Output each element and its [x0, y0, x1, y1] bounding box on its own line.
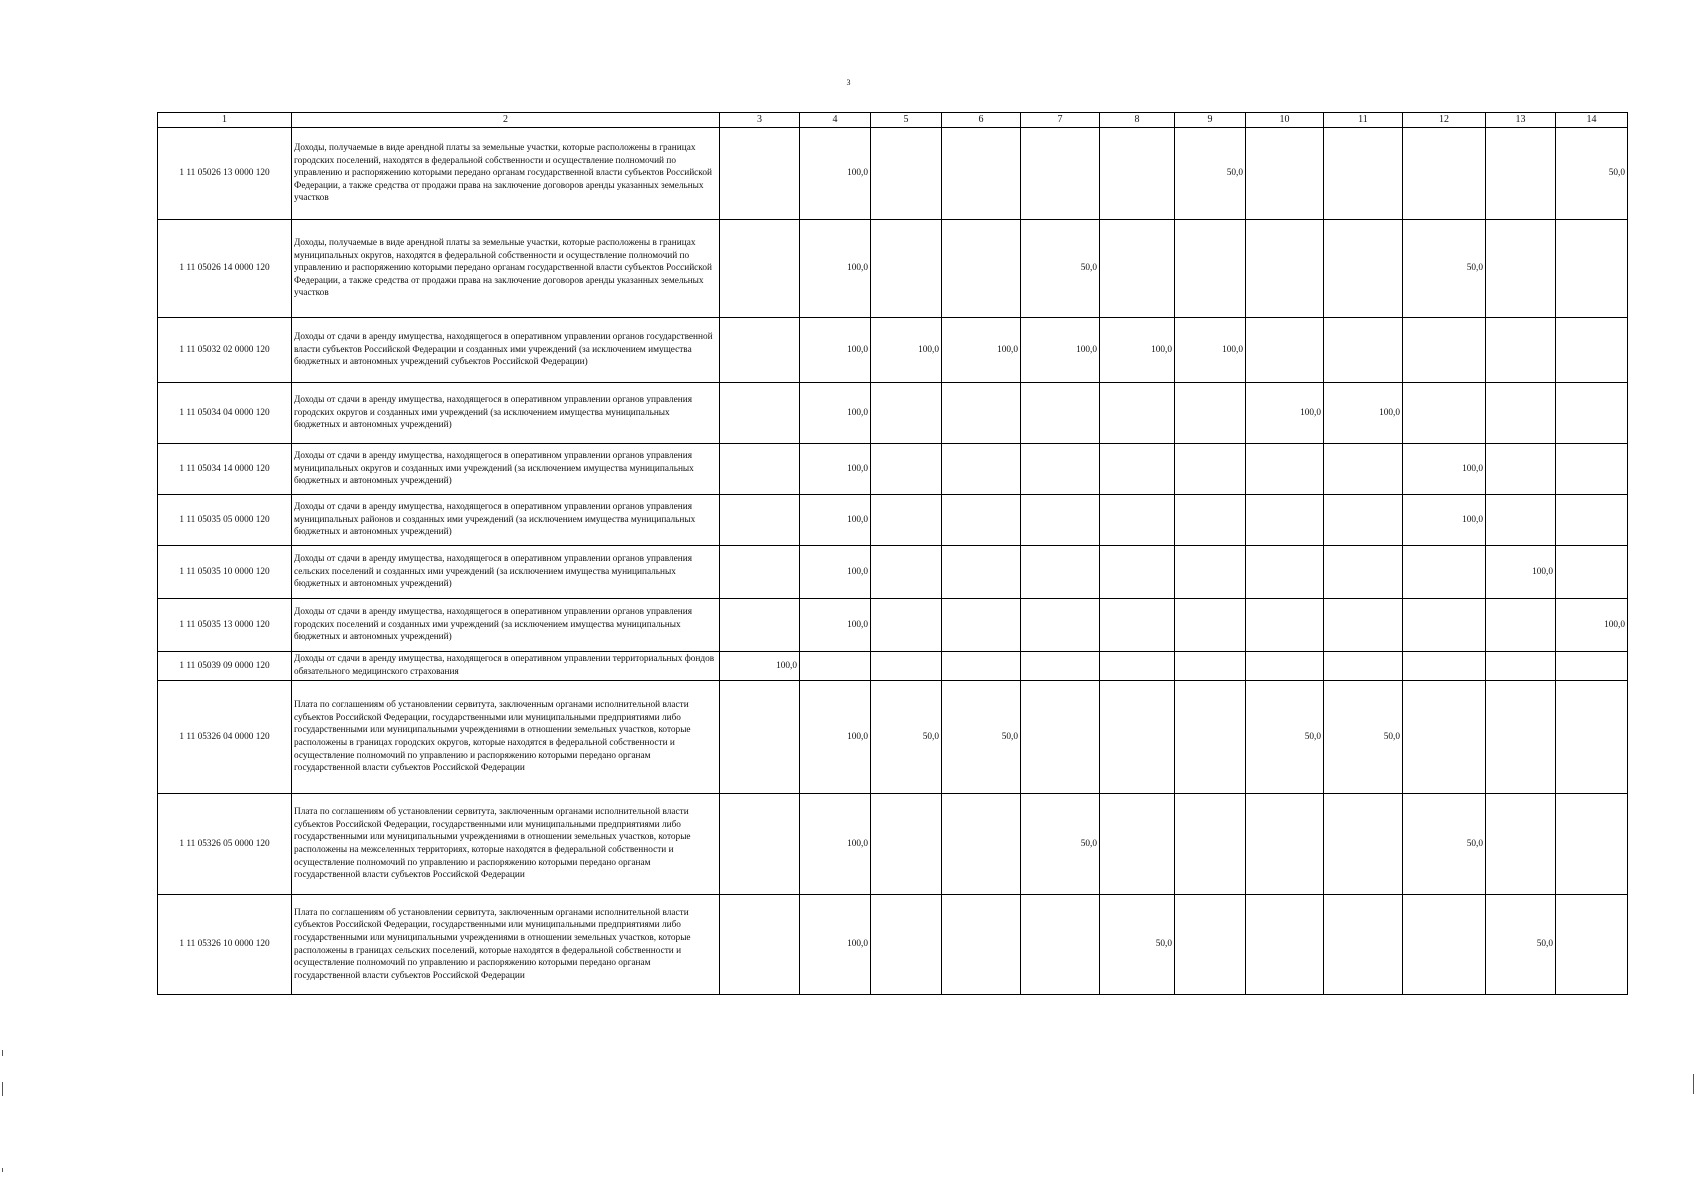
percent-value-col-5: 50,0 [871, 681, 942, 794]
revenue-description: Доходы от сдачи в аренду имущества, находящегося в оперативном управлении органов управления муниципальных округов и созданных ими учреждений (за исключением имущества муниципальных бюджетных и автономных учреждений) [292, 444, 720, 495]
percent-value-col-9 [1175, 444, 1246, 495]
percent-value-col-9: 100,0 [1175, 318, 1246, 383]
percent-value-col-4: 100,0 [800, 895, 871, 995]
percent-value-col-3 [720, 794, 800, 895]
percent-value-col-13 [1486, 444, 1556, 495]
percent-value-col-14 [1556, 495, 1628, 546]
revenue-description: Плата по соглашениям об установлении сервитута, заключенным органами исполнительной власти субъектов Российской Федерации, государственными или муниципальными предприятиями либо государственными или муниципальными учреждениями в отношении земельных участков, которые расположены на межселенных территориях, которые находятся в федеральной собственности и осуществление полномочий по управлению и распоряжению которыми передано органам государственной власти субъектов Российской Федерации [292, 794, 720, 895]
percent-value-col-8 [1100, 128, 1175, 220]
percent-value-col-4 [800, 652, 871, 681]
scan-edge-mark [2, 1168, 3, 1172]
percent-value-col-3 [720, 128, 800, 220]
percent-value-col-6: 50,0 [942, 681, 1021, 794]
percent-value-col-8 [1100, 220, 1175, 318]
percent-value-col-4: 100,0 [800, 383, 871, 444]
revenue-description: Доходы от сдачи в аренду имущества, находящегося в оперативном управлении органов управления муниципальных районов и созданных ими учреждений (за исключением имущества муниципальных бюджетных и автономных учреждений) [292, 495, 720, 546]
budget-classification-code: 1 11 05326 05 0000 120 [158, 794, 292, 895]
percent-value-col-10 [1246, 895, 1324, 995]
table-row [158, 546, 1628, 599]
percent-value-col-4: 100,0 [800, 444, 871, 495]
percent-value-col-4: 100,0 [800, 794, 871, 895]
percent-value-col-5 [871, 383, 942, 444]
revenue-description: Доходы от сдачи в аренду имущества, находящегося в оперативном управлении органов управления городских поселений и созданных ими учреждений (за исключением имущества муниципальных бюджетных и автономных учреждений) [292, 599, 720, 652]
column-number-3: 3 [720, 113, 800, 128]
percent-value-col-7 [1021, 444, 1100, 495]
percent-value-col-14: 50,0 [1556, 128, 1628, 220]
budget-classification-code: 1 11 05035 13 0000 120 [158, 599, 292, 652]
percent-value-col-8 [1100, 546, 1175, 599]
budget-classification-code: 1 11 05326 04 0000 120 [158, 681, 292, 794]
percent-value-col-6 [942, 444, 1021, 495]
percent-value-col-9 [1175, 794, 1246, 895]
budget-classification-code: 1 11 05039 09 0000 120 [158, 652, 292, 681]
percent-value-col-10 [1246, 220, 1324, 318]
percent-value-col-12 [1403, 681, 1486, 794]
percent-value-col-3 [720, 599, 800, 652]
percent-value-col-6 [942, 794, 1021, 895]
percent-value-col-7 [1021, 495, 1100, 546]
percent-value-col-14 [1556, 681, 1628, 794]
percent-value-col-13 [1486, 220, 1556, 318]
percent-value-col-4: 100,0 [800, 220, 871, 318]
percent-value-col-14 [1556, 652, 1628, 681]
percent-value-col-5 [871, 444, 942, 495]
percent-value-col-13 [1486, 794, 1556, 895]
column-number-14: 14 [1556, 113, 1628, 128]
percent-value-col-7 [1021, 895, 1100, 995]
budget-classification-code: 1 11 05326 10 0000 120 [158, 895, 292, 995]
percent-value-col-7 [1021, 681, 1100, 794]
table-row [158, 444, 1628, 495]
column-number-2: 2 [292, 113, 720, 128]
percent-value-col-6 [942, 599, 1021, 652]
percent-value-col-10 [1246, 599, 1324, 652]
revenue-description: Плата по соглашениям об установлении сервитута, заключенным органами исполнительной власти субъектов Российской Федерации, государственными или муниципальными предприятиями либо государственными или муниципальными учреждениями в отношении земельных участков, которые расположены в границах городских округов, которые находятся в федеральной собственности и осуществление полномочий по управлению и распоряжению которыми передано органам государственной власти субъектов Российской Федерации [292, 681, 720, 794]
table-row [158, 128, 1628, 220]
percent-value-col-5 [871, 128, 942, 220]
revenue-distribution-table [157, 112, 1628, 995]
percent-value-col-11 [1324, 128, 1403, 220]
percent-value-col-13 [1486, 128, 1556, 220]
percent-value-col-10: 50,0 [1246, 681, 1324, 794]
column-number-4: 4 [800, 113, 871, 128]
percent-value-col-7: 100,0 [1021, 318, 1100, 383]
revenue-description: Доходы, получаемые в виде арендной платы за земельные участки, которые расположены в границах городских поселений, находятся в федеральной собственности и осуществление полномочий по управлению и распоряжению которыми передано органам государственной власти субъектов Российской Федерации, а также средства от продажи права на заключение договоров аренды указанных земельных участков [292, 128, 720, 220]
budget-classification-code: 1 11 05034 04 0000 120 [158, 383, 292, 444]
percent-value-col-10 [1246, 794, 1324, 895]
percent-value-col-9 [1175, 220, 1246, 318]
table-row [158, 495, 1628, 546]
percent-value-col-8: 100,0 [1100, 318, 1175, 383]
percent-value-col-13 [1486, 318, 1556, 383]
table-row [158, 220, 1628, 318]
percent-value-col-12 [1403, 599, 1486, 652]
percent-value-col-8 [1100, 599, 1175, 652]
percent-value-col-11 [1324, 318, 1403, 383]
percent-value-col-8: 50,0 [1100, 895, 1175, 995]
percent-value-col-11: 50,0 [1324, 681, 1403, 794]
column-number-9: 9 [1175, 113, 1246, 128]
percent-value-col-8 [1100, 681, 1175, 794]
revenue-description: Доходы от сдачи в аренду имущества, находящегося в оперативном управлении органов государственной власти субъектов Российской Федерации и созданных ими учреждений (за исключением имущества бюджетных и автономных учреждений субъектов Российской Федерации) [292, 318, 720, 383]
percent-value-col-5 [871, 895, 942, 995]
table-row [158, 794, 1628, 895]
table-row [158, 652, 1628, 681]
revenue-description: Доходы, получаемые в виде арендной платы за земельные участки, которые расположены в границах муниципальных округов, находятся в федеральной собственности и осуществление полномочий по управлению и распоряжению которыми передано органам государственной власти субъектов Российской Федерации, а также средства от продажи права на заключение договоров аренды указанных земельных участков [292, 220, 720, 318]
table-row [158, 895, 1628, 995]
percent-value-col-13 [1486, 652, 1556, 681]
percent-value-col-10 [1246, 318, 1324, 383]
percent-value-col-14 [1556, 794, 1628, 895]
percent-value-col-10 [1246, 652, 1324, 681]
percent-value-col-4: 100,0 [800, 318, 871, 383]
percent-value-col-11 [1324, 444, 1403, 495]
percent-value-col-3 [720, 383, 800, 444]
percent-value-col-11 [1324, 652, 1403, 681]
percent-value-col-14 [1556, 318, 1628, 383]
page-number: 3 [846, 78, 851, 87]
percent-value-col-6 [942, 383, 1021, 444]
column-number-7: 7 [1021, 113, 1100, 128]
percent-value-col-3 [720, 220, 800, 318]
budget-classification-code: 1 11 05035 10 0000 120 [158, 546, 292, 599]
percent-value-col-12 [1403, 318, 1486, 383]
percent-value-col-7 [1021, 128, 1100, 220]
percent-value-col-3 [720, 495, 800, 546]
percent-value-col-11 [1324, 895, 1403, 995]
percent-value-col-5 [871, 220, 942, 318]
budget-classification-code: 1 11 05034 14 0000 120 [158, 444, 292, 495]
percent-value-col-13 [1486, 599, 1556, 652]
table-row [158, 318, 1628, 383]
column-number-12: 12 [1403, 113, 1486, 128]
percent-value-col-13 [1486, 495, 1556, 546]
percent-value-col-8 [1100, 444, 1175, 495]
percent-value-col-12: 100,0 [1403, 495, 1486, 546]
budget-classification-code: 1 11 05035 05 0000 120 [158, 495, 292, 546]
percent-value-col-4: 100,0 [800, 546, 871, 599]
percent-value-col-9 [1175, 546, 1246, 599]
percent-value-col-8 [1100, 383, 1175, 444]
column-number-10: 10 [1246, 113, 1324, 128]
column-number-6: 6 [942, 113, 1021, 128]
percent-value-col-4: 100,0 [800, 599, 871, 652]
percent-value-col-13: 50,0 [1486, 895, 1556, 995]
percent-value-col-5 [871, 546, 942, 599]
percent-value-col-3 [720, 444, 800, 495]
percent-value-col-9 [1175, 383, 1246, 444]
percent-value-col-9 [1175, 652, 1246, 681]
percent-value-col-14 [1556, 895, 1628, 995]
column-number-8: 8 [1100, 113, 1175, 128]
percent-value-col-12: 100,0 [1403, 444, 1486, 495]
column-number-1: 1 [158, 113, 292, 128]
percent-value-col-3 [720, 895, 800, 995]
percent-value-col-3: 100,0 [720, 652, 800, 681]
budget-classification-code: 1 11 05026 14 0000 120 [158, 220, 292, 318]
budget-classification-code: 1 11 05026 13 0000 120 [158, 128, 292, 220]
percent-value-col-13: 100,0 [1486, 546, 1556, 599]
column-number-row [158, 113, 1628, 128]
percent-value-col-7: 50,0 [1021, 794, 1100, 895]
percent-value-col-6 [942, 652, 1021, 681]
percent-value-col-5 [871, 794, 942, 895]
percent-value-col-9 [1175, 495, 1246, 546]
percent-value-col-5 [871, 599, 942, 652]
percent-value-col-6 [942, 495, 1021, 546]
column-number-11: 11 [1324, 113, 1403, 128]
percent-value-col-13 [1486, 383, 1556, 444]
percent-value-col-8 [1100, 652, 1175, 681]
percent-value-col-9 [1175, 895, 1246, 995]
percent-value-col-10 [1246, 128, 1324, 220]
percent-value-col-6 [942, 220, 1021, 318]
percent-value-col-11: 100,0 [1324, 383, 1403, 444]
percent-value-col-11 [1324, 599, 1403, 652]
percent-value-col-4: 100,0 [800, 681, 871, 794]
percent-value-col-6 [942, 546, 1021, 599]
percent-value-col-5: 100,0 [871, 318, 942, 383]
percent-value-col-12 [1403, 546, 1486, 599]
revenue-description: Доходы от сдачи в аренду имущества, находящегося в оперативном управлении территориальных фондов обязательного медицинского страхования [292, 652, 720, 681]
percent-value-col-7 [1021, 652, 1100, 681]
percent-value-col-7: 50,0 [1021, 220, 1100, 318]
percent-value-col-9 [1175, 599, 1246, 652]
percent-value-col-12 [1403, 128, 1486, 220]
percent-value-col-8 [1100, 794, 1175, 895]
percent-value-col-14: 100,0 [1556, 599, 1628, 652]
percent-value-col-12: 50,0 [1403, 794, 1486, 895]
percent-value-col-7 [1021, 546, 1100, 599]
percent-value-col-14 [1556, 220, 1628, 318]
percent-value-col-3 [720, 318, 800, 383]
percent-value-col-8 [1100, 495, 1175, 546]
table-row [158, 681, 1628, 794]
percent-value-col-12: 50,0 [1403, 220, 1486, 318]
percent-value-col-14 [1556, 444, 1628, 495]
scan-edge-mark [2, 1050, 3, 1056]
percent-value-col-7 [1021, 383, 1100, 444]
percent-value-col-6: 100,0 [942, 318, 1021, 383]
percent-value-col-5 [871, 495, 942, 546]
percent-value-col-9 [1175, 681, 1246, 794]
percent-value-col-11 [1324, 546, 1403, 599]
percent-value-col-3 [720, 681, 800, 794]
revenue-description: Плата по соглашениям об установлении сервитута, заключенным органами исполнительной власти субъектов Российской Федерации, государственными или муниципальными предприятиями либо государственными или муниципальными учреждениями в отношении земельных участков, которые расположены в границах сельских поселений, которые находятся в федеральной собственности и осуществление полномочий по управлению и распоряжению которыми передано органам государственной власти субъектов Российской Федерации [292, 895, 720, 995]
revenue-description: Доходы от сдачи в аренду имущества, находящегося в оперативном управлении органов управления сельских поселений и созданных ими учреждений (за исключением имущества муниципальных бюджетных и автономных учреждений) [292, 546, 720, 599]
percent-value-col-4: 100,0 [800, 128, 871, 220]
table-row [158, 383, 1628, 444]
column-number-13: 13 [1486, 113, 1556, 128]
percent-value-col-10 [1246, 546, 1324, 599]
percent-value-col-3 [720, 546, 800, 599]
percent-value-col-9: 50,0 [1175, 128, 1246, 220]
budget-classification-code: 1 11 05032 02 0000 120 [158, 318, 292, 383]
percent-value-col-14 [1556, 546, 1628, 599]
percent-value-col-4: 100,0 [800, 495, 871, 546]
percent-value-col-13 [1486, 681, 1556, 794]
percent-value-col-10 [1246, 444, 1324, 495]
percent-value-col-6 [942, 128, 1021, 220]
percent-value-col-6 [942, 895, 1021, 995]
percent-value-col-7 [1021, 599, 1100, 652]
scan-edge-mark [2, 1082, 3, 1096]
table-row [158, 599, 1628, 652]
percent-value-col-12 [1403, 895, 1486, 995]
percent-value-col-12 [1403, 383, 1486, 444]
column-number-5: 5 [871, 113, 942, 128]
revenue-description: Доходы от сдачи в аренду имущества, находящегося в оперативном управлении органов управления городских округов и созданных ими учреждений (за исключением имущества муниципальных бюджетных и автономных учреждений) [292, 383, 720, 444]
percent-value-col-10: 100,0 [1246, 383, 1324, 444]
percent-value-col-12 [1403, 652, 1486, 681]
percent-value-col-10 [1246, 495, 1324, 546]
percent-value-col-11 [1324, 495, 1403, 546]
percent-value-col-5 [871, 652, 942, 681]
percent-value-col-11 [1324, 220, 1403, 318]
scan-edge-mark [1693, 1074, 1694, 1094]
percent-value-col-11 [1324, 794, 1403, 895]
percent-value-col-14 [1556, 383, 1628, 444]
